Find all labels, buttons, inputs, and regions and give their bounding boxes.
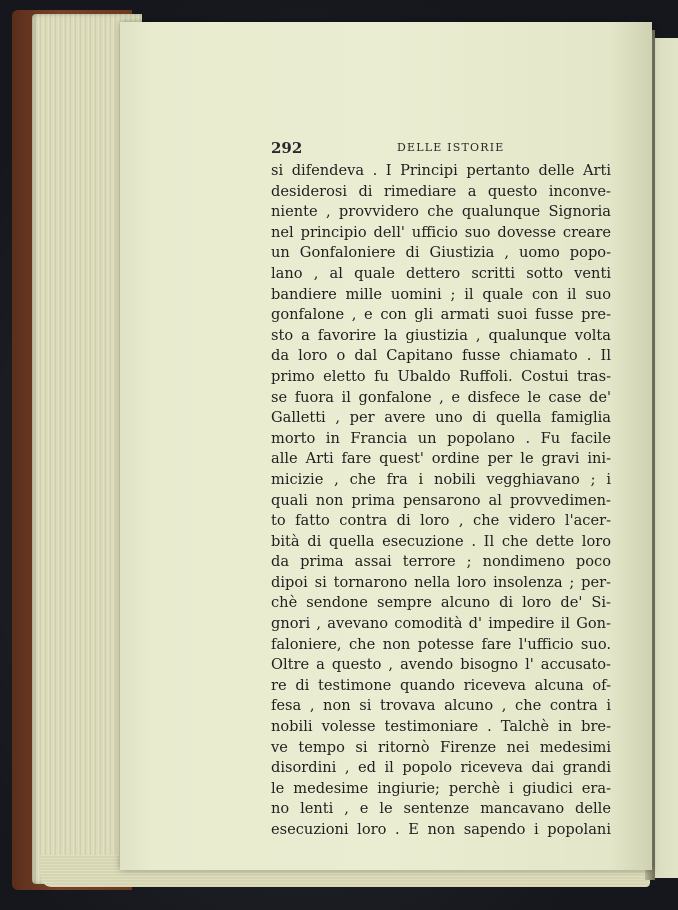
text-line: nel principio dell' ufficio suo dovesse creare [271,223,611,241]
facing-page [655,38,678,878]
page-number: 292 [271,139,303,157]
text-line: se fuora il gonfalone , e disfece le case de' [271,388,611,406]
text-line: primo eletto fu Ubaldo Ruffoli. Costui tras- [271,367,611,385]
text-line: si difendeva . I Principi pertanto delle Arti [271,162,611,179]
text-line: Galletti , per avere uno di quella famiglia [271,409,611,427]
text-line: desiderosi di rimediare a questo inconve- [271,182,611,200]
text-line: le medesime ingiurie; perchè i giudici era- [271,779,611,797]
text-line: quali non prima pensarono al provvedimen- [271,491,611,509]
text-line: faloniere, che non potesse fare l'ufficio suo. [271,635,611,653]
text-line: un Gonfaloniere di Giustizia , uomo popo- [271,244,611,262]
text-line: bandiere mille uomini ; il quale con il suo [271,285,611,303]
text-line: gnori , avevano comodità d' impedire il Gon- [271,615,611,633]
text-line: niente , provvidero che qualunque Signoria [271,203,611,221]
text-line: no lenti , e le sentenze mancavano delle [271,800,611,818]
running-head [271,139,611,161]
text-line: ve tempo si ritornò Firenze nei medesimi [271,738,611,756]
text-line: chè sendone sempre alcuno di loro de' Si- [271,594,611,612]
text-line: esecuzioni loro . E non sapendo i popolani [271,821,611,838]
text-line: dipoi si tornarono nella loro insolenza ; per- [271,573,611,591]
text-line: re di testimone quando riceveva alcuna of- [271,676,611,694]
text-line: morto in Francia un popolano . Fu facile [271,429,611,447]
text-line: da prima assai terrore ; nondimeno poco [271,553,611,571]
text-line: alle Arti fare quest' ordine per le gravi ini- [271,450,611,468]
text-line: lano , al quale dettero scritti sotto venti [271,264,611,282]
text-line: bità di quella esecuzione . Il che dette loro [271,532,611,550]
page-text-block [271,139,611,841]
body-text [271,161,611,841]
text-line: sto a favorire la giustizia , qualunque volta [271,326,611,344]
text-line: Oltre a questo , avendo bisogno l' accusato- [271,656,611,674]
text-line: gonfalone , e con gli armati suoi fusse pre- [271,306,611,324]
text-line: nobili volesse testimoniare . Talchè in bre- [271,718,611,736]
running-title: DELLE ISTORIE [397,141,505,154]
text-line: micizie , che fra i nobili vegghiavano ; i [271,470,611,488]
text-line: fesa , non si trovava alcuno , che contra i [271,697,611,715]
text-line: da loro o dal Capitano fusse chiamato . Il [271,347,611,365]
text-line: disordini , ed il popolo riceveva dai grandi [271,759,611,777]
text-line: to fatto contra di loro , che videro l'acer- [271,512,611,530]
